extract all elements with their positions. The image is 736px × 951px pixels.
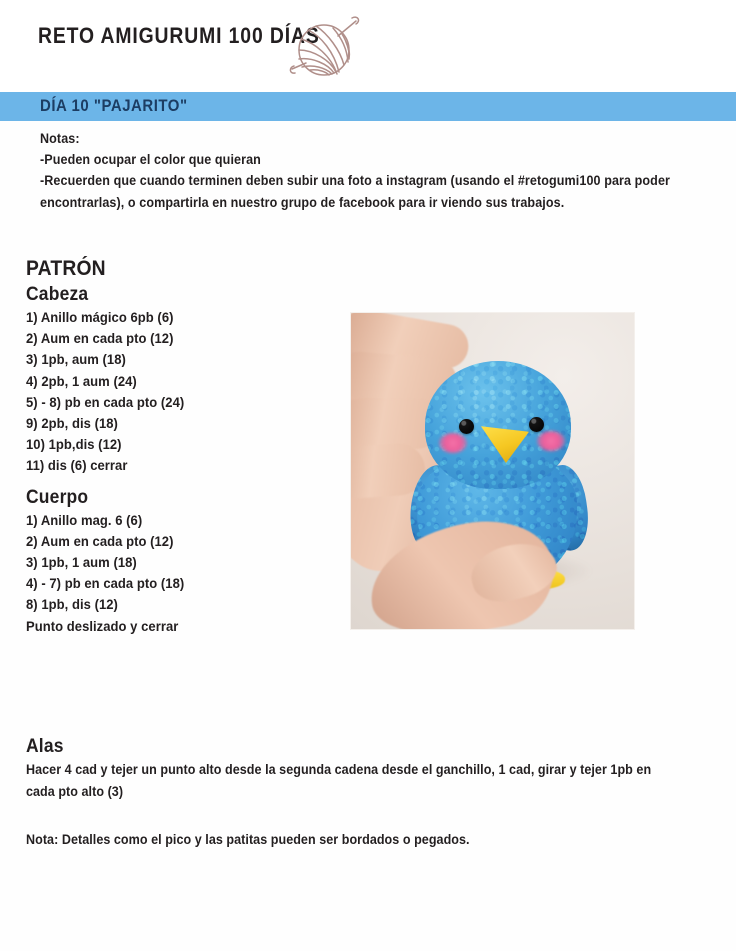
bird-head [425, 361, 571, 489]
cabeza-step: 1) Anillo mágico 6pb (6) [26, 309, 174, 325]
cabeza-step: 2) Aum en cada pto (12) [26, 330, 174, 347]
notes-section [40, 128, 700, 214]
cuerpo-step: 1) Anillo mag. 6 (6) [26, 511, 143, 528]
bird-eye [459, 419, 474, 434]
cuerpo-step: 4) - 7) pb en cada pto (18) [26, 575, 185, 592]
cuerpo-step: 2) Aum en cada pto (12) [26, 532, 174, 549]
bird-cheek [439, 433, 467, 453]
bird-eye [529, 417, 544, 432]
section-title-cabeza: Cabeza [26, 284, 89, 305]
yarn-ball-icon [288, 12, 362, 84]
note-item-0: -Pueden ocupar el color que quieran [40, 152, 261, 167]
notes-heading: Notas: [40, 131, 80, 146]
cabeza-step: 5) - 8) pb en cada pto (24) [26, 393, 185, 410]
day-banner-title: DÍA 10 "PAJARITO" [40, 96, 188, 115]
yarn-texture [425, 361, 571, 489]
cuerpo-step: 8) 1pb, dis (12) [26, 596, 118, 613]
cuerpo-step: Punto deslizado y cerrar [26, 617, 179, 634]
final-note: Nota: Detalles como el pico y las patitas pueden ser bordados o pegados. [26, 832, 470, 847]
cabeza-step: 11) dis (6) cerrar [26, 457, 128, 474]
section-title-cuerpo: Cuerpo [26, 486, 89, 508]
cabeza-step: 9) 2pb, dis (18) [26, 415, 118, 432]
section-title-alas: Alas [26, 736, 64, 757]
bird-cheek [537, 431, 565, 451]
alas-text: Hacer 4 cad y tejer un punto alto desde la segunda cadena desde el ganchillo, 1 cad, girar y tejer 1pb en cada pto alto (3) [26, 762, 652, 799]
cabeza-step: 4) 2pb, 1 aum (24) [26, 372, 137, 389]
day-banner [0, 92, 736, 121]
cabeza-step: 10) 1pb,dis (12) [26, 436, 122, 453]
cabeza-step: 3) 1pb, aum (18) [26, 351, 126, 368]
pattern-section [26, 256, 346, 637]
bird-amigurumi-photo [350, 312, 635, 630]
page-header [0, 0, 736, 92]
page-title: RETO AMIGURUMI 100 DÍAS [38, 23, 320, 48]
alas-section [26, 733, 716, 803]
cuerpo-step: 3) 1pb, 1 aum (18) [26, 554, 137, 571]
pattern-heading: PATRÓN [26, 257, 106, 280]
note-item-1: -Recuerden que cuando terminen deben subir una foto a instagram (usando el #retogumi100 para poder encontrarlas), o compartirla en nuestro grupo de facebook para ir viendo sus trabajos. [40, 173, 671, 210]
